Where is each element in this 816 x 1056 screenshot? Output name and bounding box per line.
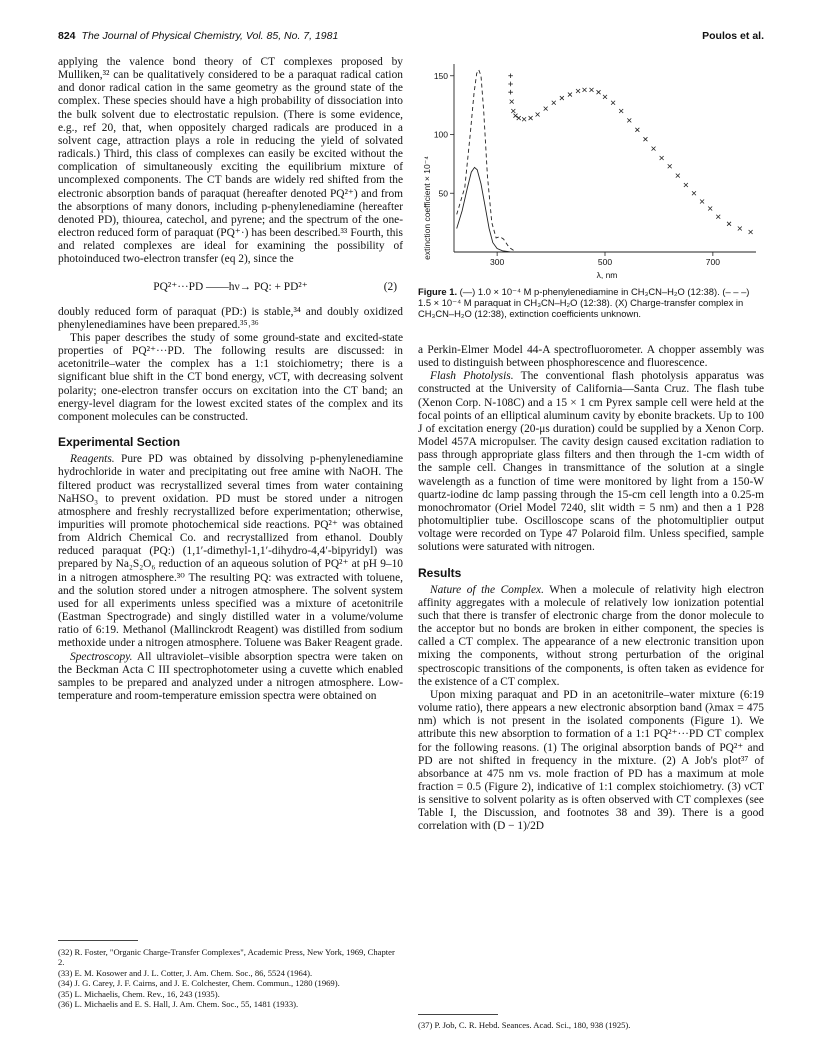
- data-point: [652, 147, 656, 151]
- equation-2: [58, 281, 403, 294]
- data-point: [727, 222, 731, 226]
- run-in-heading: Reagents.: [70, 453, 115, 466]
- data-point: [684, 183, 688, 187]
- data-point: [676, 174, 680, 178]
- paragraph-flash-photolysis: [418, 370, 764, 554]
- data-point: [700, 199, 704, 203]
- data-point: [508, 90, 513, 95]
- chart-series: [457, 70, 753, 252]
- page-header: [58, 30, 764, 46]
- paragraph-nature: [418, 584, 764, 689]
- paragraph: Upon mixing paraquat and PD in an acetonitrile–water mixture (6:19 volume ratio), there appears a new electronic absorption band (λmax = 475 nm) which is not present in the isolated components (Figure 1). We attribute this new absorption to formation of a 1:1 PQ²⁺···PD CT complex for the following reasons. (1) The original absorption bands of PQ²⁺ and PD are not shifted in frequency in the mixture. (2) A Job's plot³⁷ of absorbance at 475 nm vs. mole fraction of PD has a maximum at mole fraction = 0.5 (Figure 2), indicative of 1:1 complex stoichiometry. (3) νCT is sensitive to solvent polarity as is often observed with CT complexes (see Table I, the Discussion, and footnotes 38 and 39). There is a good correlation with (D − 1)/2D: [418, 688, 764, 833]
- figure-1: [404, 56, 764, 288]
- footnote-rule: [418, 1014, 498, 1015]
- run-in-heading: Spectroscopy.: [70, 650, 133, 663]
- footnotes-left: [58, 947, 403, 1009]
- data-point: [643, 137, 647, 141]
- footnote: (33) E. M. Kosower and J. L. Cotter, J. Am. Chem. Soc., 86, 5524 (1964).: [58, 967, 313, 978]
- paragraph: This paper describes the study of some ground-state and excited-state properties of PQ²⁺···PD. The following results are discussed: in acetonitrile–water the complex has a 1:1 stoichiometry; there is a significant blue shift in the CT bond energy, νCT, with decreasing solvent polarity; one-electron transfer occurs on excitation into the CT band; an energy-level diagram for the lowest excited states of the complex and its component molecules can be constructed.: [58, 331, 403, 423]
- footnotes-right: [418, 1020, 764, 1030]
- paragraph-text: When a molecule of relativity high electron affinity aggregates with a molecule of relatively low ionization potential such that there is transfer of electronic charge from the donor molecule to the acceptor but no bonds are broken in either component, the species is called a CT complex. The appearance of a new electronic transition upon mixing the components, without strong perturbation of the original spectroscopic transitions of the components, is often taken as evidence for the existence of a CT complex.: [418, 583, 764, 688]
- data-point: [738, 227, 742, 231]
- header-left: [58, 30, 338, 42]
- x-tick-label: 300: [490, 257, 505, 267]
- data-point: [552, 101, 556, 105]
- data-point: [597, 90, 601, 94]
- data-point: [611, 101, 615, 105]
- running-authors: Poulos et al.: [702, 30, 764, 42]
- paragraph-text: The conventional flash photolysis apparatus was constructed at the University of California—Santa Cruz. The flash tube (Xenon Corp. N-108C) and a 15 × 1 cm Pyrex sample cell were held at the focal points of an elliptical aluminum cavity by ebonite brackets. Up to 100 J of excitation energy (20-μs duration) could be supplied by a Xenon Corp. Model 457A micropulser. The cavity design caused excitation radiation to pass through appropriate glass filters and then through the 1-cm width of the sample cell. Changes in transmittance of the solution at a single wavelength as a function of time were monitored by light from a 150-W quartz-iodine dc lamp passing through the 15-cm cell length into a 0.25-m monochromator (Oriel Model 7240, slit width = 5 nm) and then a 1 P28 photomultiplier tube. Oscilloscope scans of the photomultiplier output voltage were recorded on Type 47 Polaroid film. Unless specified, sample solutions were saturated with nitrogen.: [418, 370, 764, 554]
- footnote-rule: [58, 940, 138, 941]
- left-column: [58, 56, 403, 703]
- data-point: [583, 88, 587, 92]
- caption-text: (—) 1.0 × 10⁻⁴ M p-phenylenediamine in CH₃CN–H₂O (12:38). (– – –) 1.5 × 10⁻⁴ M paraquat in CH₃CN–H₂O (12:38). (X) Charge-transfer complex in CH₃CN–H₂O (12:38), extinction coefficients unknown.: [418, 286, 750, 319]
- paragraph: doubly reduced form of paraquat (PD:) is stable,³⁴ and doubly oxidized phenylenediamines have been prepared.³⁵˒³⁶: [58, 305, 403, 331]
- data-point: [668, 164, 672, 168]
- data-point: [508, 73, 513, 78]
- footnote: (34) J. G. Carey, J. F. Cairns, and J. E. Colchester, Chem. Commun., 1280 (1969).: [58, 978, 340, 989]
- y-tick-label: 100: [433, 129, 448, 140]
- journal-title: The Journal of Physical Chemistry, Vol. 85, No. 7, 1981: [81, 30, 339, 42]
- paragraph: applying the valence bond theory of CT complexes proposed by Mulliken,³² can be qualitatively considered to be a paraquat radical cation and donor radical cation in the same geometry as the ground state of the complex. These species should have a high probability of dissociation into the bulk solvent due to electrostatic repulsion. (There is some evidence, e.g., ref 20, that, when oppositely charged radicals are produced in a solvent cage, attraction plays a role in reducing the yield of solvated radicals.) Third, this class of complexes can easily be excited without the complication of simultaneously exciting the equilibrium mixture of uncomplexed components. The CT bands are widely red shifted from the electronic absorption bands of paraquat (hereafter denoted PQ²⁺) and from the absorptions of many donors, including p-phenylenediamine (hereafter denoted PD), thiourea, catechol, and pyrene; and the spectrum of the one-electron reduced form of paraquat (PQ⁺·) has been described.³³ Fourth, this and related complexes are ideal for examining the possibility of photoinduced two-electron transfer (eq 2), since the: [58, 56, 403, 266]
- series-paraquat-line: [457, 70, 516, 252]
- x-tick-label: 500: [597, 257, 613, 267]
- y-axis-label: extinction coefficient × 10⁻⁴: [422, 156, 432, 260]
- data-point: [508, 82, 513, 87]
- data-point: [749, 230, 753, 234]
- data-point: [511, 109, 515, 113]
- data-point: [635, 128, 639, 132]
- data-point: [716, 215, 720, 219]
- data-point: [708, 207, 712, 211]
- data-point: [510, 100, 514, 104]
- x-axis-label: λ, nm: [596, 270, 618, 280]
- paragraph-reagents: [58, 453, 403, 650]
- data-point: [576, 89, 580, 93]
- data-point: [517, 116, 521, 120]
- equation-number: (2): [383, 280, 397, 293]
- data-point: [692, 191, 696, 195]
- x-tick-label: 700: [705, 257, 720, 267]
- run-in-heading: Nature of the Complex.: [430, 583, 544, 596]
- paragraph: a Perkin-Elmer Model 44-A spectrofluorometer. A chopper assembly was used to distinguish between phosphorescence and fluorescence.: [418, 344, 764, 370]
- data-point: [560, 96, 564, 100]
- y-tick-label: 150: [433, 70, 448, 81]
- footnote: (36) L. Michaelis and E. S. Hall, J. Am. Chem. Soc., 55, 1481 (1933).: [58, 999, 299, 1010]
- data-point: [627, 118, 631, 122]
- data-point: [544, 107, 548, 111]
- data-point: [513, 114, 517, 118]
- section-heading-experimental: Experimental Section: [58, 435, 181, 450]
- absorption-spectrum-chart: [404, 56, 764, 288]
- data-point: [529, 116, 533, 120]
- paragraph-text: All ultraviolet–visible absorption spectra were taken on the Beckman Acta C III spectrophotometer using a cuvette which enabled samples to be prepared and analyzed under a nitrogen atmosphere. Low-temperature and room-temperature emission spectra were obtained on: [58, 650, 403, 703]
- equation-text: PQ²⁺···PD ——hν→ PQ: + PD²⁺: [153, 280, 308, 293]
- chart-axes: [454, 64, 756, 252]
- caption-label: Figure 1.: [418, 286, 458, 297]
- data-point: [590, 88, 594, 92]
- y-tick-label: 50: [438, 188, 448, 199]
- footnote: (35) L. Michaelis, Chem. Rev., 16, 243 (1935).: [58, 988, 220, 999]
- right-column: [418, 344, 764, 834]
- series-phenylenediamine-line: [457, 167, 511, 252]
- data-point: [536, 113, 540, 117]
- data-point: [660, 156, 664, 160]
- page-number: 824: [58, 30, 76, 42]
- paragraph-text: Pure PD was obtained by dissolving p-phenylenediamine hydrochloride in water and precipitating out free amine with NaOH. The filtered product was recrystallized several times from water containing NaHSO₃ to prevent oxidation. PD must be stored under a nitrogen atmosphere and freshly recrystallized before experimentation; otherwise, impurities will promote photochemical side reactions. PQ²⁺ was obtained from Aldrich Chemical Co. and recrystallized from ethanol. Doubly reduced paraquat (PQ:) (1,1′-dimethyl-1,1′-dihydro-4,4′-bipyridyl) was prepared by Na₂S₂O₆ reduction of an aqueous solution of PQ²⁺ at pH 9–10 in a nitrogen atmosphere.³⁰ The resulting PQ: was extracted with toluene, and the solution stored under a nitrogen atmosphere. The solvent system used for all experiments unless specified was a mixture of acetonitrile (Eastman Spectrograde) and singly distilled water in a volume/volume ratio of 6:19. Methanol (Mallinckrodt Reagent) was distilled from sodium methoxide under a nitrogen atmosphere. Toluene was Baker Reagent grade.: [58, 453, 403, 650]
- data-point: [522, 117, 526, 121]
- paragraph-spectroscopy: [58, 651, 403, 704]
- footnote: (37) P. Job, C. R. Hebd. Seances. Acad. Sci., 180, 938 (1925).: [418, 1020, 631, 1030]
- data-point: [603, 95, 607, 99]
- run-in-heading: Flash Photolysis.: [430, 370, 514, 383]
- section-heading-results: Results: [418, 565, 462, 580]
- figure-1-caption: [418, 286, 764, 319]
- data-point: [619, 109, 623, 113]
- footnote: (32) R. Foster, "Organic Charge-Transfer Complexes", Academic Press, New York, 1969, Chapter 2.: [58, 947, 395, 968]
- data-point: [568, 93, 572, 97]
